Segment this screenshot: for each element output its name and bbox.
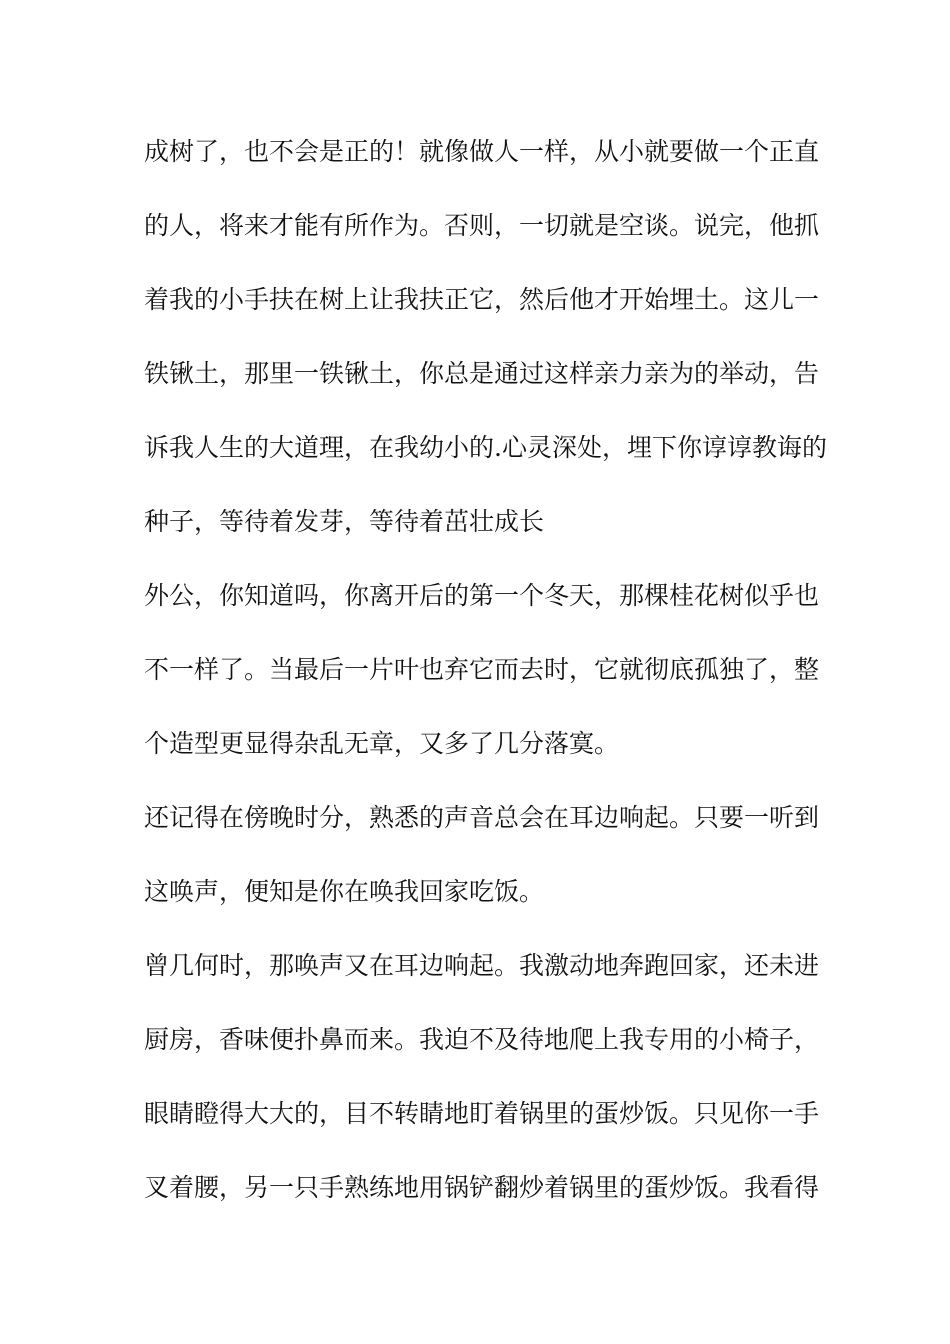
text-line: 叉着腰，另一只手熟练地用锅铲翻炒着锅里的蛋炒饭。我看得 <box>144 1173 820 1202</box>
text-line: 这唤声，便知是你在唤我回家吃饭。 <box>144 877 545 906</box>
text-line: 曾几何时，那唤声又在耳边响起。我激动地奔跑回家，还未进 <box>144 951 820 980</box>
text-line: 着我的小手扶在树上让我扶正它，然后他才开始埋土。这儿一 <box>144 285 820 314</box>
text-line: 铁锹土，那里一铁锹土，你总是通过这样亲力亲为的举动，告 <box>144 359 820 388</box>
text-line: 厨房，香味便扑鼻而来。我迫不及待地爬上我专用的小椅子， <box>144 1025 820 1054</box>
text-line: 个造型更显得杂乱无章，又多了几分落寞。 <box>144 729 620 758</box>
text-line: 外公，你知道吗，你离开后的第一个冬天，那棵桂花树似乎也 <box>144 581 820 610</box>
text-line: 的人，将来才能有所作为。否则，一切就是空谈。说完，他抓 <box>144 211 820 240</box>
text-line: 不一样了。当最后一片叶也弃它而去时，它就彻底孤独了，整 <box>144 655 820 684</box>
text-line: 诉我人生的大道理，在我幼小的.心灵深处，埋下你谆谆教诲的 <box>144 433 827 462</box>
text-line: 成树了，也不会是正的！就像做人一样，从小就要做一个正直 <box>144 137 820 166</box>
text-line: 眼睛瞪得大大的，目不转睛地盯着锅里的蛋炒饭。只见你一手 <box>144 1099 820 1128</box>
text-line: 种子，等待着发芽，等待着茁壮成长 <box>144 507 545 536</box>
text-line: 还记得在傍晚时分，熟悉的声音总会在耳边响起。只要一听到 <box>144 803 820 832</box>
